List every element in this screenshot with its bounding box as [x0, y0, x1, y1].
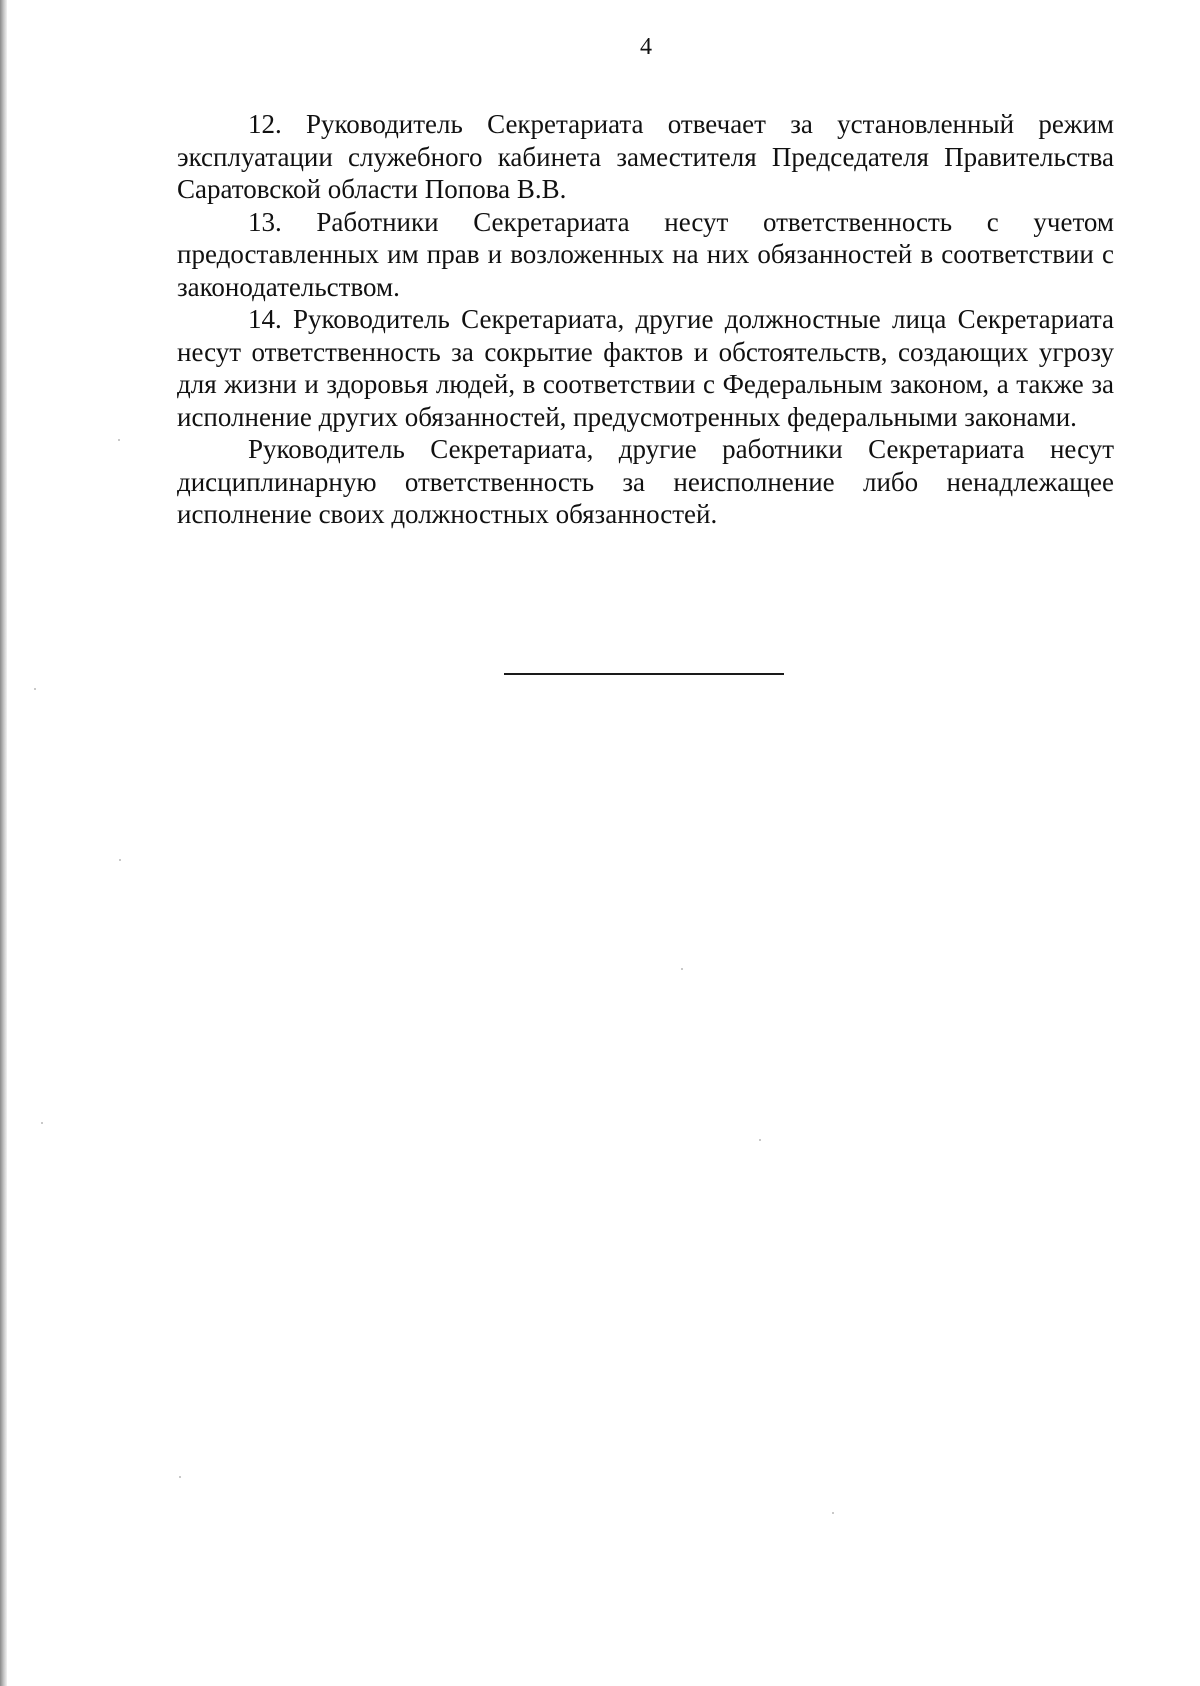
- scan-speck: [832, 1512, 834, 1514]
- paragraph-14: 14. Руководитель Секретариата, другие должностные лица Секретариата несут ответственность за сокрытие фактов и обстоятельств, создающих угрозу для жизни и здоровья людей, в соответствии с Федеральным законом, а также за исполнение других обязанностей, предусмотренных федеральными законами.: [177, 304, 1114, 432]
- scan-speck: [41, 1122, 43, 1124]
- scan-speck: [759, 1139, 761, 1141]
- scan-edge: [0, 0, 7, 1686]
- document-body: [177, 108, 1114, 531]
- paragraph-13: 13. Работники Секретариата несут ответственность с учетом предоставленных им прав и возложенных на них обязанностей в соответствии с законодательством.: [177, 206, 1114, 302]
- scan-speck: [118, 439, 120, 441]
- scan-speck: [681, 968, 683, 970]
- paragraph-12: 12. Руководитель Секретариата отвечает за установленный режим эксплуатации служебного кабинета заместителя Председателя Правительства Саратовской области Попова В.В.: [177, 109, 1114, 204]
- scan-speck: [119, 859, 121, 861]
- scan-speck: [34, 688, 36, 690]
- page-number: 4: [640, 34, 652, 60]
- paragraph-disciplinary: Руководитель Секретариата, другие работники Секретариата несут дисциплинарную ответственность за неисполнение либо ненадлежащее исполнение своих должностных обязанностей.: [177, 434, 1114, 529]
- scan-speck: [179, 1476, 181, 1478]
- end-separator-line: [504, 673, 784, 675]
